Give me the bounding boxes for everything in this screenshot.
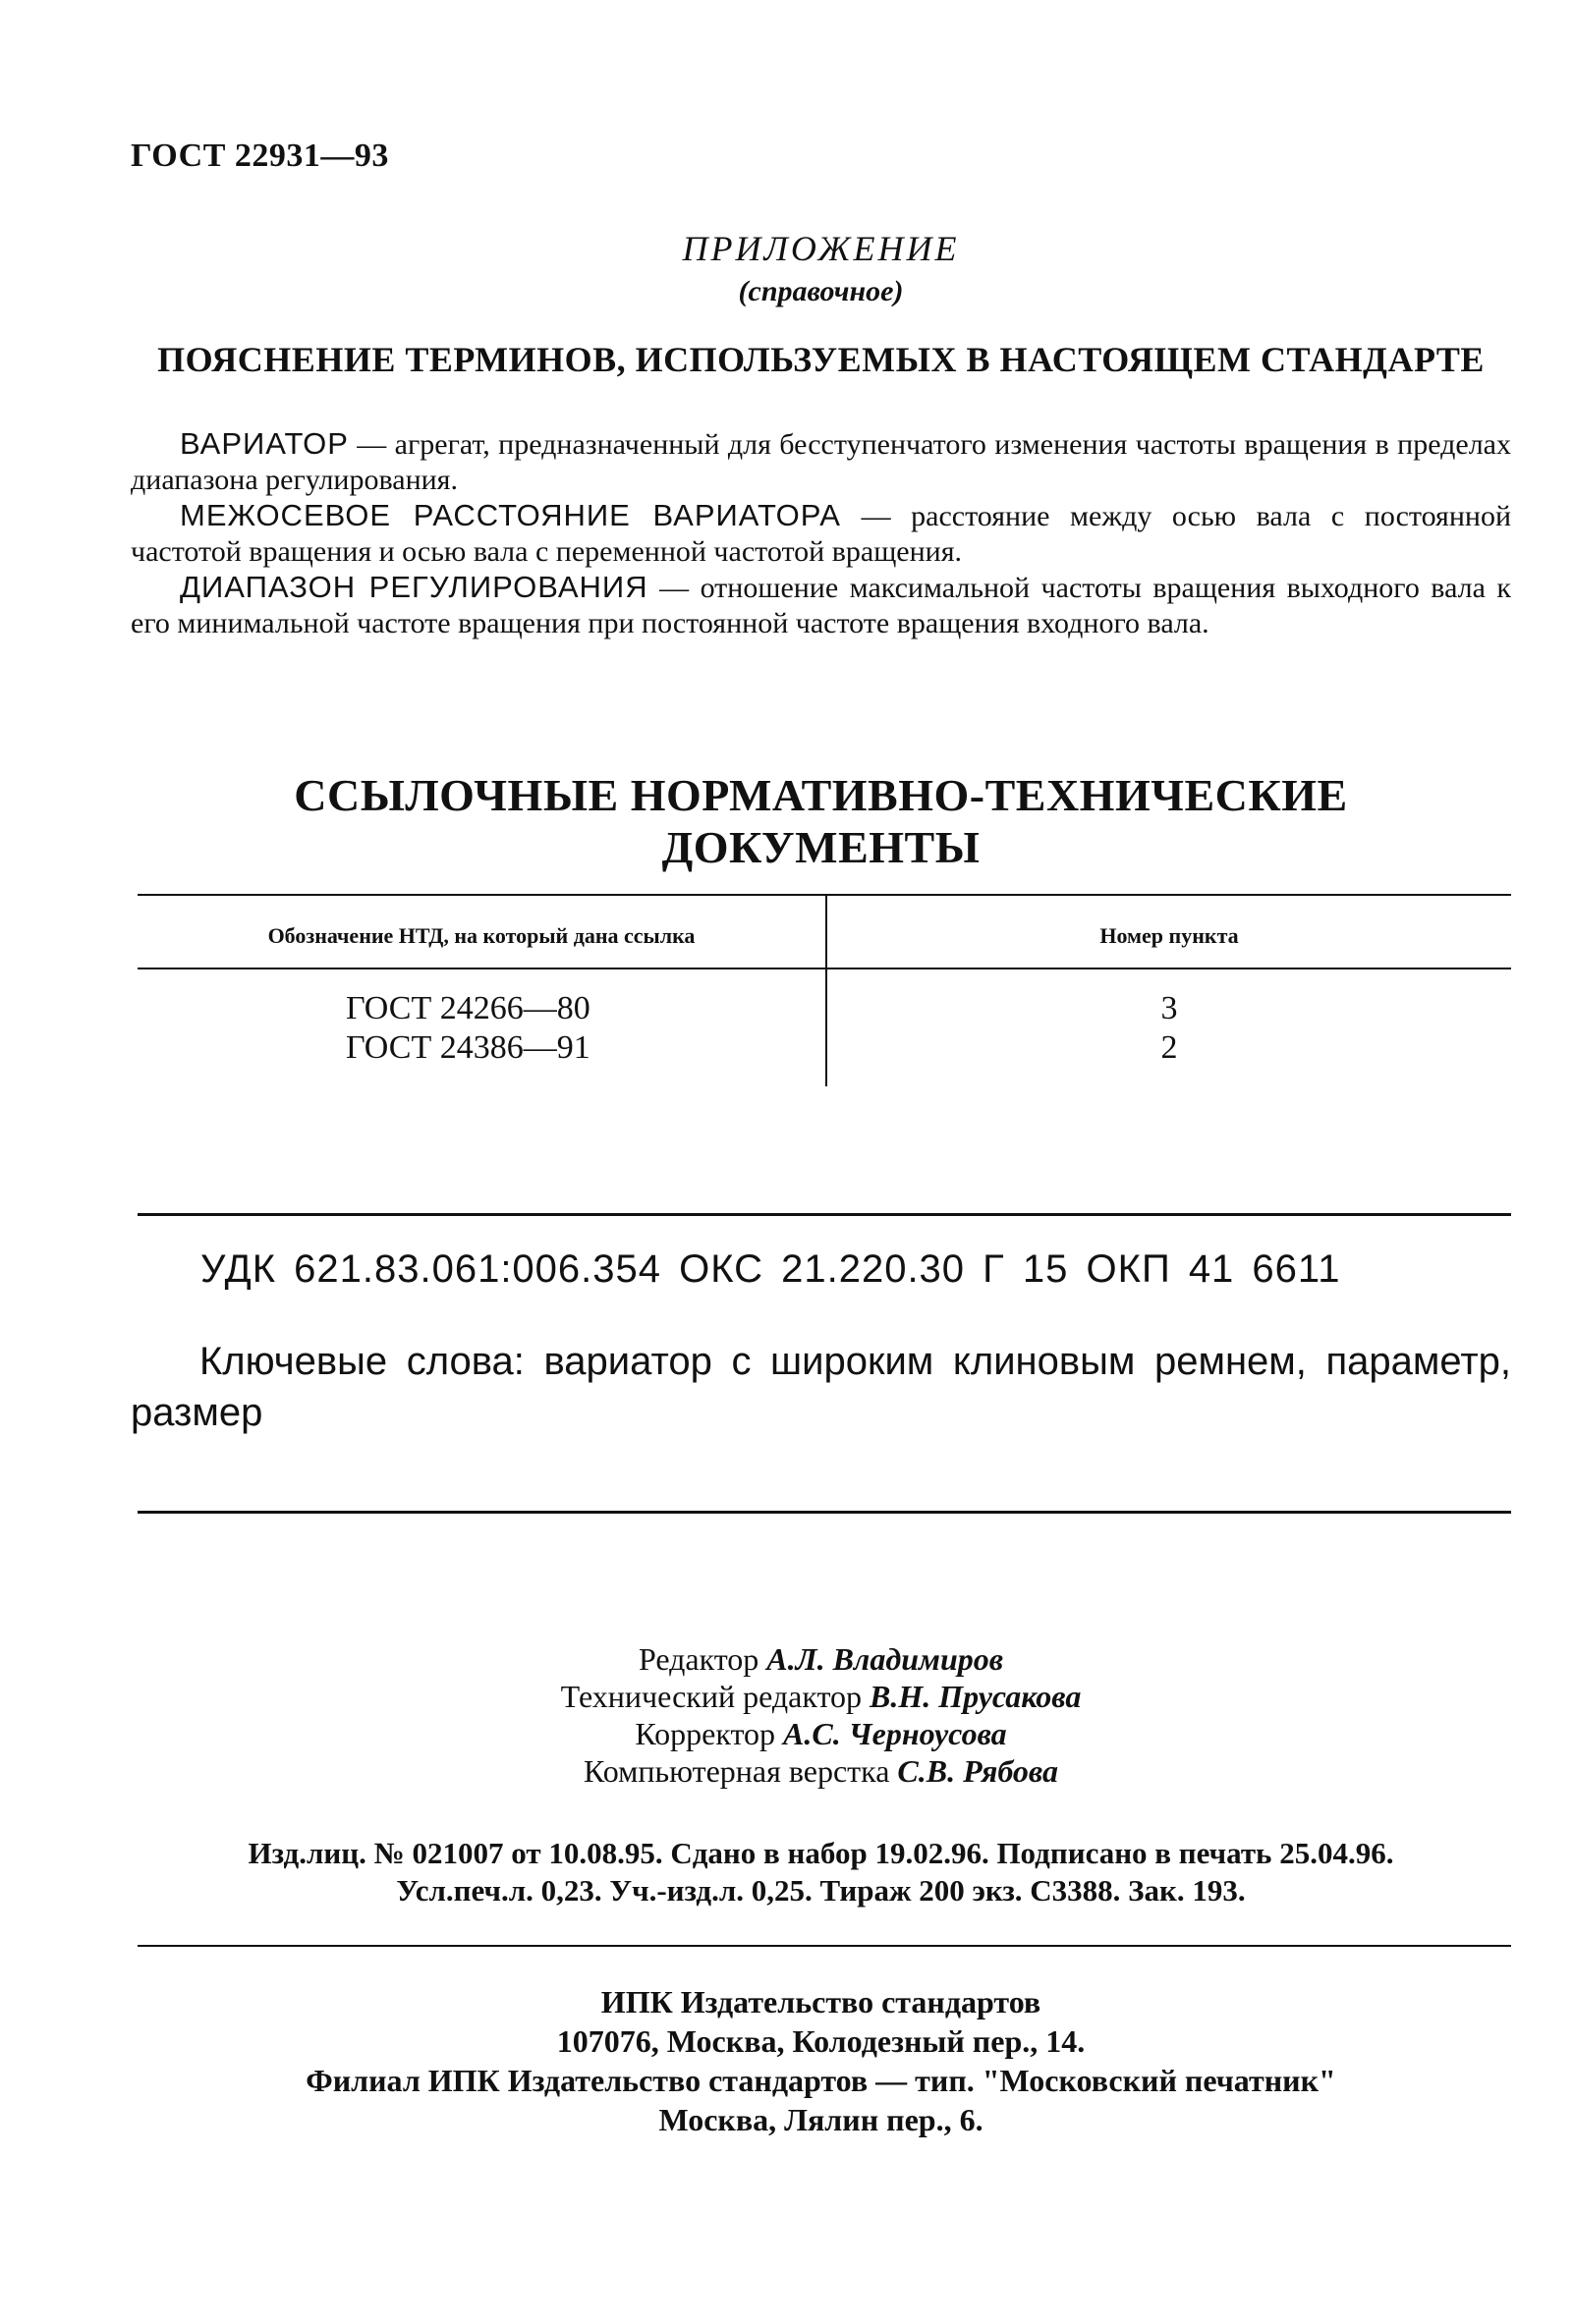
divider-rule (138, 1213, 1511, 1216)
references-title: ССЫЛОЧНЫЕ НОРМАТИВНО-ТЕХНИЧЕСКИЕ ДОКУМЕНТЫ (294, 770, 1348, 872)
credit-role: Редактор (638, 1641, 767, 1677)
credit-name: С.В. Рябова (897, 1753, 1058, 1789)
keywords-text: Ключевые слова: вариатор с широким клиновым ремнем, параметр, размер (131, 1340, 1511, 1434)
credit-line (131, 1752, 1511, 1790)
table-top-rule (138, 894, 1511, 896)
publisher-line: ИПК Издательство стандартов (600, 1984, 1041, 2020)
publisher-line: Москва, Лялин пер., 6. (658, 2102, 983, 2137)
table-cell-item: 3 (1160, 990, 1178, 1026)
table-cell-item: 2 (1160, 1029, 1178, 1066)
credit-role: Технический редактор (560, 1679, 871, 1714)
table-header-item: Номер пункта (1099, 923, 1239, 948)
imprint-line: Изд.лиц. № 021007 от 10.08.95. Сдано в набор 19.02.96. Подписано в печать 25.04.96. (248, 1836, 1394, 1870)
table-header-rule (138, 968, 1511, 969)
udk-classification: УДК 621.83.061:006.354 ОКС 21.220.30 Г 15 ОКП 41 6611 (200, 1247, 1341, 1291)
term-name: МЕЖОСЕВОЕ РАССТОЯНИЕ ВАРИАТОРА (180, 498, 841, 532)
imprint-line: Усл.печ.л. 0,23. Уч.-изд.л. 0,25. Тираж 200 экз. С3388. Зак. 193. (396, 1873, 1246, 1908)
term-definition: — агрегат, предназначенный для бесступенчатого изменения частоты вращения в пределах диапазона регулирования. (131, 428, 1511, 496)
table-cell-doc: ГОСТ 24266—80 (346, 990, 590, 1026)
credit-line (131, 1715, 1511, 1752)
credit-role: Корректор (635, 1716, 783, 1751)
credit-line (131, 1640, 1511, 1678)
publisher-block (131, 1982, 1511, 2139)
term-definition: — расстояние между осью вала с постоянной частотой вращения и осью вала с переменной частотой вращения. (131, 500, 1512, 568)
term-name: ДИАПАЗОН РЕГУЛИРОВАНИЯ (180, 570, 648, 604)
credit-name: А.С. Черноусова (783, 1716, 1007, 1751)
publisher-line: Филиал ИПК Издательство стандартов — тип. "Московский печатник" (306, 2063, 1336, 2098)
term-name: ВАРИАТОР (180, 426, 349, 461)
appendix-subtitle: (справочное) (738, 275, 904, 307)
document-code: ГОСТ 22931—93 (131, 138, 389, 174)
publisher-line: 107076, Москва, Колодезный пер., 14. (556, 2023, 1086, 2059)
table-header-doc: Обозначение НТД, на который дана ссылка (267, 923, 696, 948)
credit-name: В.Н. Прусакова (870, 1679, 1082, 1714)
credits-block (131, 1640, 1511, 1790)
credit-line (131, 1678, 1511, 1715)
table-cell-doc: ГОСТ 24386—91 (346, 1029, 590, 1066)
term-definition: — отношение максимальной частоты вращения выходного вала к его минимальной частоте вращения при постоянной частоте вращения входного вала. (131, 572, 1511, 639)
term-item (131, 426, 1511, 498)
divider-rule (138, 1511, 1511, 1514)
divider-rule (138, 1945, 1511, 1947)
credit-name: А.Л. Владимиров (766, 1641, 1004, 1677)
imprint-block (131, 1835, 1511, 1909)
term-item (131, 570, 1511, 641)
terms-list (131, 426, 1511, 641)
keywords (131, 1336, 1511, 1438)
terms-section-title: ПОЯСНЕНИЕ ТЕРМИНОВ, ИСПОЛЬЗУЕМЫХ В НАСТОЯЩЕМ СТАНДАРТЕ (157, 340, 1485, 379)
appendix-title: ПРИЛОЖЕНИЕ (682, 229, 960, 268)
term-item (131, 498, 1511, 570)
credit-role: Компьютерная верстка (584, 1753, 898, 1789)
